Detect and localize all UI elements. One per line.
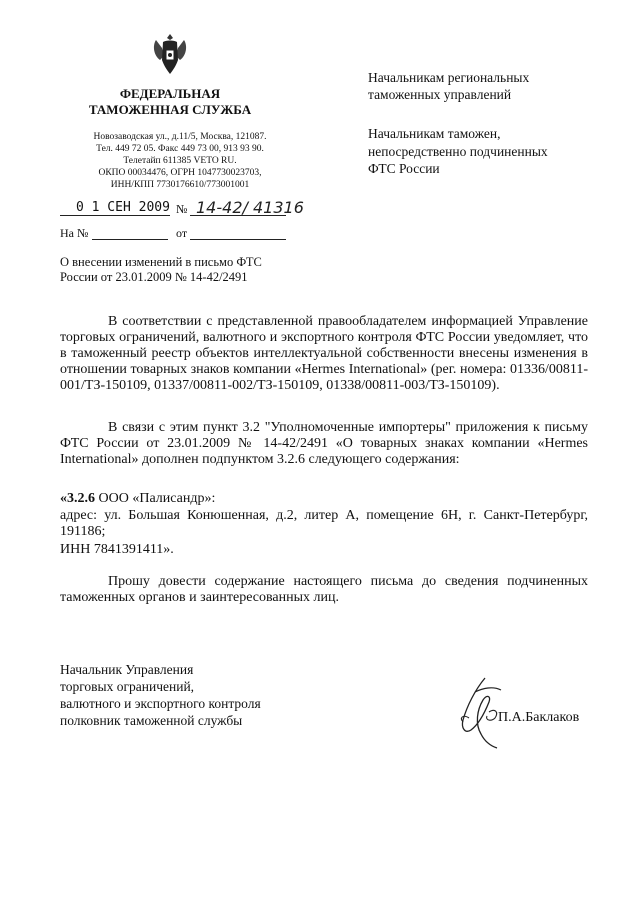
from-label: от (176, 226, 188, 240)
addressee-1-line1: Начальникам региональных (368, 70, 530, 85)
ref-label: На № (60, 226, 89, 240)
ref-underline (92, 239, 168, 240)
contact-phone: Тел. 449 72 05. Факс 449 73 00, 913 93 90. (96, 144, 264, 154)
addressee-2-line3: ФТС России (368, 161, 440, 176)
item-number: «3.2.6 (60, 491, 95, 506)
addressee-2-line2: непосредственно подчиненных (368, 144, 548, 159)
registration-number: 14-42/ 41316 (196, 198, 304, 217)
org-name-line2: ТАМОЖЕННАЯ СЛУЖБА (88, 102, 252, 117)
signer-title-line1: Начальник Управления (60, 662, 194, 677)
item-heading (60, 491, 588, 507)
registration-date: 0 1 СЕН 2009 (76, 200, 170, 215)
body-paragraph-2: В связи с этим пункт 3.2 "Уполномоченные импортеры" приложения к письму ФТС России от 23.01.2009 № 14-42/2491 «О товарных знаках компании «Hermes International» дополнен подпунктом 3.2.6 следующего содержания: (60, 420, 588, 467)
date-underline (60, 215, 170, 216)
body-paragraph-3: Прошу довести содержание настоящего письма до сведения подчиненных таможенных органов и заинтересованных лиц. (60, 574, 588, 605)
subject-line2: России от 23.01.2009 № 14-42/2491 (60, 270, 248, 284)
coat-of-arms-icon (150, 30, 190, 78)
contact-okpo: ОКПО 00034476, ОГРН 1047730023703, (98, 168, 262, 178)
contact-teletype: Телетайп 611385 VETO RU. (123, 156, 237, 166)
body-paragraph-1: В соответствии с представленной правообладателем информацией Управление торговых ограничений, валютного и экспортного контроля ФТС России уведомляет, что в таможенный реестр объектов интеллектуальной собственности внесены изменения в отношении товарных знаков компании «Hermes International» (рег. номера: 01336/00811-001/ТЗ-150109, 01337/00811-002/ТЗ-150109, 01338/00811-003/ТЗ-150109). (60, 314, 588, 393)
contact-address: Новозаводская ул., д.11/5, Москва, 121087. (93, 132, 267, 142)
signer-name: П.А.Баклаков (498, 710, 580, 725)
addressee-1-line2: таможенных управлений (368, 87, 512, 102)
signer-title-line4: полковник таможенной службы (60, 713, 243, 728)
contact-inn: ИНН/КПП 7730176610/773001001 (110, 180, 250, 190)
signer-title-line3: валютного и экспортного контроля (60, 696, 261, 711)
number-underline (190, 215, 286, 216)
number-label: № (176, 202, 188, 216)
item-address: адрес: ул. Большая Конюшенная, д.2, литер А, помещение 6Н, г. Санкт-Петербург, 191186; (60, 508, 588, 539)
signer-title-line2: торговых ограничений, (60, 679, 195, 694)
item-inn: ИНН 7841391411». (60, 542, 174, 557)
addressee-2-line1: Начальникам таможен, (368, 126, 501, 141)
org-name-line1: ФЕДЕРАЛЬНАЯ (119, 86, 221, 101)
item-company: ООО «Палисандр»: (95, 491, 216, 506)
from-underline (190, 239, 286, 240)
subject-line1: О внесении изменений в письмо ФТС (60, 255, 262, 269)
